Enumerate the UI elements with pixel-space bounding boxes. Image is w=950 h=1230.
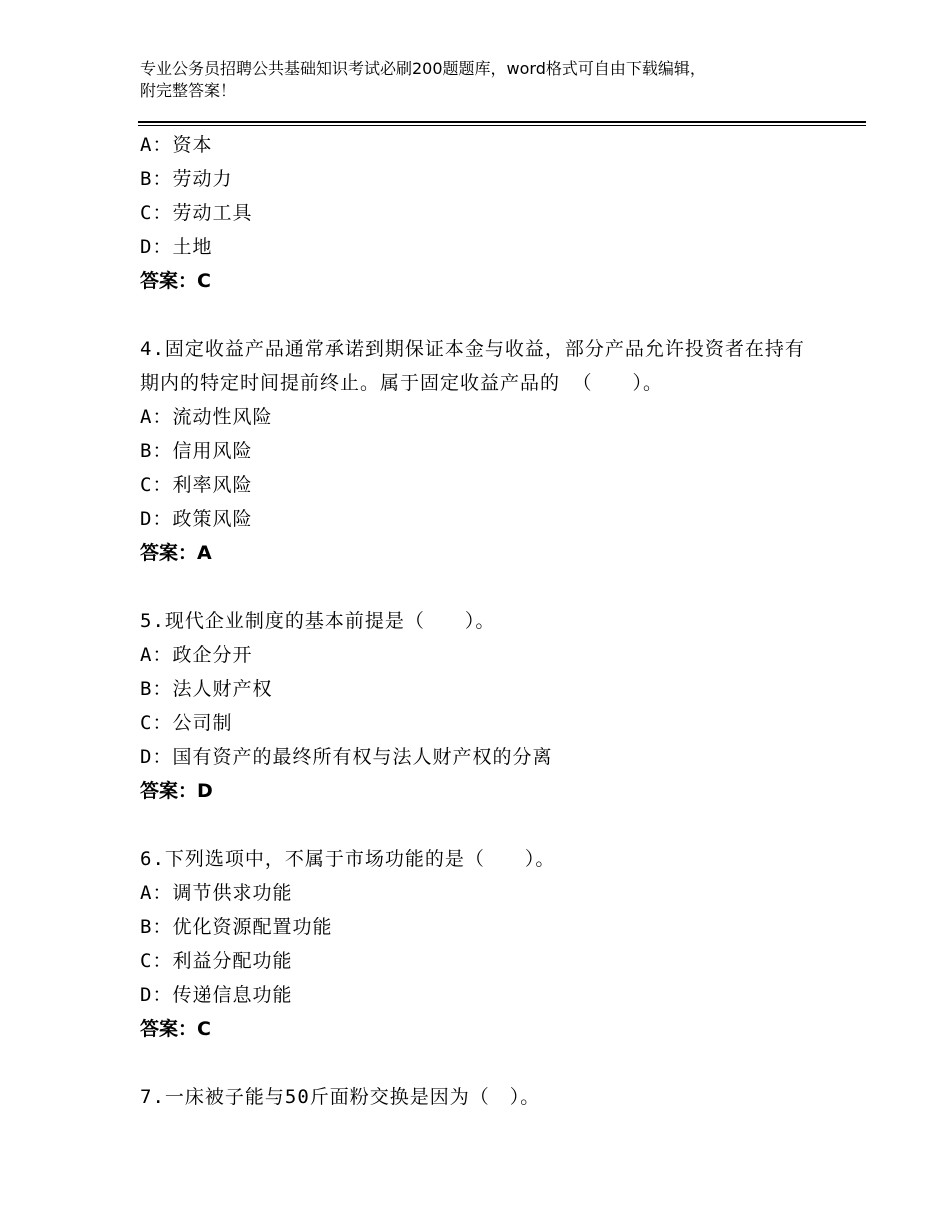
question-3-block — [140, 128, 840, 298]
question-4-block — [140, 332, 840, 570]
question-6-option-d: D：传递信息功能 — [140, 984, 293, 1006]
question-5-option-b: B：法人财产权 — [140, 678, 273, 700]
header-divider-thick — [138, 121, 866, 123]
question-5-stem: 5.现代企业制度的基本前提是（ ）。 — [140, 610, 496, 632]
question-3-option-d: D：土地 — [140, 236, 213, 258]
header-line-1: 专业公务员招聘公共基础知识考试必刷200题题库，word格式可自由下载编辑， — [140, 59, 706, 78]
spacer — [140, 1046, 840, 1080]
question-5-block — [140, 604, 840, 808]
question-4-option-b: B：信用风险 — [140, 440, 253, 462]
question-4-option-a: A：流动性风险 — [140, 406, 273, 428]
question-6-option-a: A：调节供求功能 — [140, 882, 293, 904]
question-4-option-c: C：利率风险 — [140, 474, 253, 496]
spacer — [140, 298, 840, 332]
question-5-option-d: D：国有资产的最终所有权与法人财产权的分离 — [140, 746, 553, 768]
question-6-option-c: C：利益分配功能 — [140, 950, 293, 972]
question-list — [140, 128, 840, 1114]
spacer — [140, 808, 840, 842]
question-3-option-c: C：劳动工具 — [140, 202, 253, 224]
question-3-option-b: B：劳动力 — [140, 168, 233, 190]
question-6-answer: 答案：C — [140, 1018, 211, 1040]
question-7-block — [140, 1080, 840, 1114]
question-3-option-a: A：资本 — [140, 134, 213, 156]
question-4-stem: 4.固定收益产品通常承诺到期保证本金与收益，部分产品允许投资者在持有期内的特定时间提前终止。属于固定收益产品的 （ ）。 — [140, 338, 805, 394]
question-4-option-d: D：政策风险 — [140, 508, 253, 530]
question-6-stem: 6.下列选项中，不属于市场功能的是（ ）。 — [140, 848, 556, 870]
header-line-2: 附完整答案！ — [140, 81, 237, 100]
question-3-answer: 答案：C — [140, 270, 211, 292]
question-6-block — [140, 842, 840, 1046]
document-header — [140, 58, 840, 102]
question-5-answer: 答案：D — [140, 780, 213, 802]
question-5-option-c: C：公司制 — [140, 712, 233, 734]
question-4-answer: 答案：A — [140, 542, 212, 564]
question-6-option-b: B：优化资源配置功能 — [140, 916, 333, 938]
header-divider-thin — [138, 125, 866, 126]
spacer — [140, 570, 840, 604]
question-7-stem: 7.一床被子能与50斤面粉交换是因为（ ）。 — [140, 1086, 541, 1108]
question-5-option-a: A：政企分开 — [140, 644, 253, 666]
